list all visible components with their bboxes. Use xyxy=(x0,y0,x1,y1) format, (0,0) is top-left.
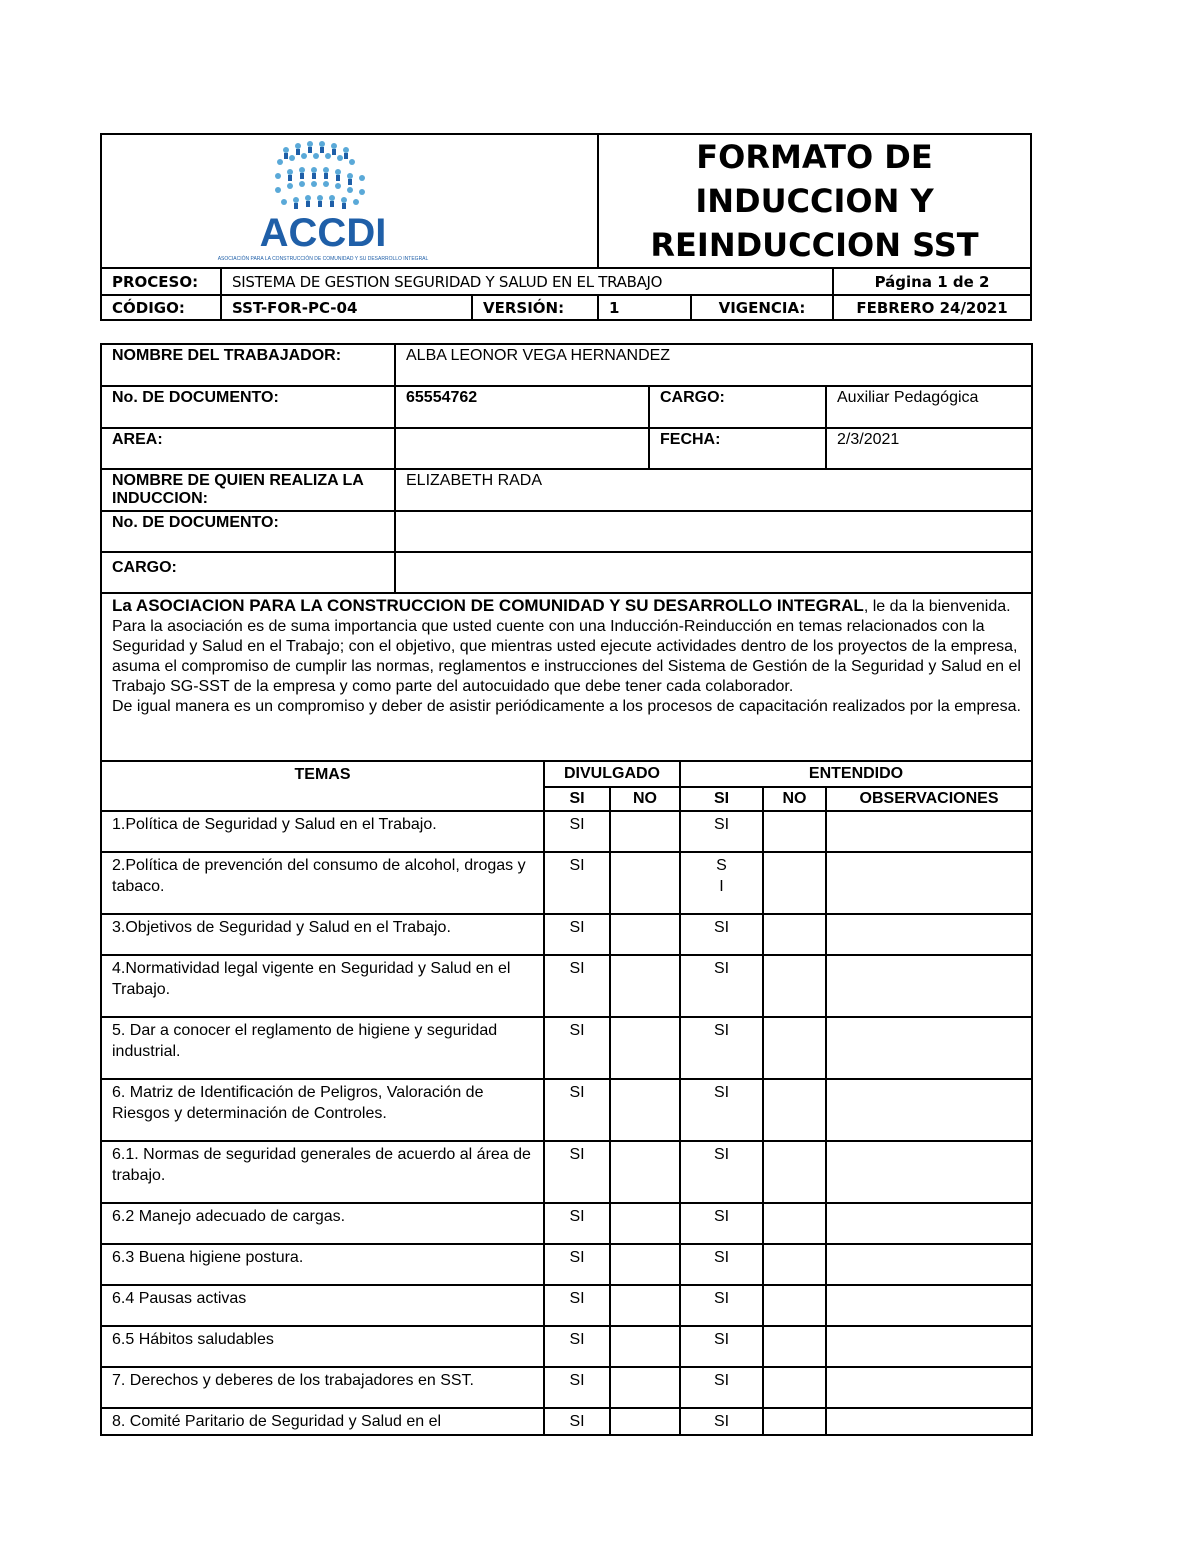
col-entendido: ENTENDIDO xyxy=(680,761,1032,787)
fecha-label: FECHA: xyxy=(649,428,826,469)
document-number-value[interactable]: 65554762 xyxy=(395,386,649,428)
inductor-name-label: NOMBRE DE QUIEN REALIZA LA INDUCCION: xyxy=(101,469,395,511)
topic-entendido-si[interactable]: SI xyxy=(680,955,763,1017)
topic-entendido-si[interactable]: SI xyxy=(680,1285,763,1326)
topic-tema: 7. Derechos y deberes de los trabajadores en SST. xyxy=(101,1367,544,1408)
worker-name-value[interactable]: ALBA LEONOR VEGA HERNANDEZ xyxy=(395,344,1032,386)
table-row xyxy=(101,1141,1032,1203)
topic-divulgado-no[interactable] xyxy=(610,914,680,955)
col-temas-spacer xyxy=(101,787,544,811)
topic-divulgado-si[interactable]: SI xyxy=(544,1367,610,1408)
welcome-paragraph-2: De igual manera es un compromiso y deber de asistir periódicamente a los procesos de capacitación realizados por la empresa. xyxy=(112,698,1021,715)
topic-observaciones[interactable] xyxy=(826,1203,1032,1244)
title-line-2: REINDUCCION SST xyxy=(650,226,979,264)
topic-divulgado-no[interactable] xyxy=(610,1079,680,1141)
topic-entendido-si[interactable]: SI xyxy=(680,1367,763,1408)
fecha-value[interactable]: 2/3/2021 xyxy=(826,428,1032,469)
topic-divulgado-no[interactable] xyxy=(610,1244,680,1285)
topic-observaciones[interactable] xyxy=(826,1244,1032,1285)
table-row xyxy=(101,1285,1032,1326)
topic-entendido-no[interactable] xyxy=(763,1408,826,1435)
topic-divulgado-si[interactable]: SI xyxy=(544,1141,610,1203)
cargo-value[interactable]: Auxiliar Pedagógica xyxy=(826,386,1032,428)
topic-entendido-no[interactable] xyxy=(763,1203,826,1244)
topic-entendido-no[interactable] xyxy=(763,852,826,914)
topic-entendido-si[interactable]: SI xyxy=(680,1408,763,1435)
topic-divulgado-no[interactable] xyxy=(610,811,680,852)
topic-entendido-no[interactable] xyxy=(763,1017,826,1079)
topic-divulgado-no[interactable] xyxy=(610,955,680,1017)
topic-tema: 6.5 Hábitos saludables xyxy=(101,1326,544,1367)
col-divulgado-no: NO xyxy=(610,787,680,811)
inductor-document-label: No. DE DOCUMENTO: xyxy=(101,511,395,552)
topic-divulgado-no[interactable] xyxy=(610,1141,680,1203)
topic-divulgado-si[interactable]: SI xyxy=(544,1285,610,1326)
document-header xyxy=(100,133,1032,321)
topic-divulgado-si[interactable]: SI xyxy=(544,1079,610,1141)
topic-divulgado-si[interactable]: SI xyxy=(544,1326,610,1367)
worker-info-table xyxy=(100,343,1033,762)
topic-divulgado-no[interactable] xyxy=(610,1326,680,1367)
topic-entendido-no[interactable] xyxy=(763,955,826,1017)
document-number-label: No. DE DOCUMENTO: xyxy=(101,386,395,428)
topic-entendido-no[interactable] xyxy=(763,1367,826,1408)
topic-entendido-si[interactable]: SI xyxy=(680,1141,763,1203)
topic-entendido-si[interactable]: SI xyxy=(680,1203,763,1244)
topic-tema: 8. Comité Paritario de Seguridad y Salud en el xyxy=(101,1408,544,1435)
topic-observaciones[interactable] xyxy=(826,852,1032,914)
topic-divulgado-no[interactable] xyxy=(610,852,680,914)
topic-divulgado-si[interactable]: SI xyxy=(544,955,610,1017)
topic-divulgado-si[interactable]: SI xyxy=(544,1017,610,1079)
inductor-document-value[interactable] xyxy=(395,511,1032,552)
topic-observaciones[interactable] xyxy=(826,1367,1032,1408)
page-number: Página 1 de 2 xyxy=(833,268,1031,295)
topic-tema: 6.4 Pausas activas xyxy=(101,1285,544,1326)
topic-tema: 6. Matriz de Identificación de Peligros, Valoración de Riesgos y determinación de Controles. xyxy=(101,1079,544,1141)
logo-text: ACCDI xyxy=(259,211,387,255)
inductor-name-value[interactable]: ELIZABETH RADA xyxy=(395,469,1032,511)
topic-divulgado-si[interactable]: SI xyxy=(544,1203,610,1244)
area-label: AREA: xyxy=(101,428,395,469)
topic-divulgado-no[interactable] xyxy=(610,1367,680,1408)
topic-entendido-si[interactable]: SI xyxy=(680,1244,763,1285)
codigo-label: CÓDIGO: xyxy=(101,295,221,320)
document-title xyxy=(598,134,1031,268)
table-row xyxy=(101,1203,1032,1244)
people-globe-icon xyxy=(217,136,429,266)
topic-divulgado-no[interactable] xyxy=(610,1408,680,1435)
topic-entendido-no[interactable] xyxy=(763,1079,826,1141)
topic-divulgado-si[interactable]: SI xyxy=(544,852,610,914)
topic-divulgado-si[interactable]: SI xyxy=(544,914,610,955)
version-label: VERSIÓN: xyxy=(472,295,598,320)
topic-entendido-si[interactable]: SI xyxy=(680,1017,763,1079)
topics-table xyxy=(100,760,1033,1436)
table-row xyxy=(101,1079,1032,1141)
table-row xyxy=(101,811,1032,852)
topic-divulgado-no[interactable] xyxy=(610,1017,680,1079)
table-row xyxy=(101,1244,1032,1285)
table-row xyxy=(101,955,1032,1017)
topic-tema: 3.Objetivos de Seguridad y Salud en el Trabajo. xyxy=(101,914,544,955)
topic-observaciones[interactable] xyxy=(826,1285,1032,1326)
table-row xyxy=(101,1367,1032,1408)
col-entendido-no: NO xyxy=(763,787,826,811)
topic-entendido-si[interactable]: SI xyxy=(680,914,763,955)
topic-entendido-no[interactable] xyxy=(763,811,826,852)
area-value[interactable] xyxy=(395,428,649,469)
topic-entendido-no[interactable] xyxy=(763,1244,826,1285)
topic-entendido-no[interactable] xyxy=(763,1326,826,1367)
topic-divulgado-si[interactable]: SI xyxy=(544,1244,610,1285)
inductor-cargo-label: CARGO: xyxy=(101,552,395,593)
table-row xyxy=(101,852,1032,914)
topic-observaciones[interactable] xyxy=(826,1408,1032,1435)
topic-entendido-no[interactable] xyxy=(763,1141,826,1203)
col-divulgado: DIVULGADO xyxy=(544,761,680,787)
topic-entendido-si[interactable]: SI xyxy=(680,1079,763,1141)
topic-tema: 5. Dar a conocer el reglamento de higiene y seguridad industrial. xyxy=(101,1017,544,1079)
topic-tema: 6.3 Buena higiene postura. xyxy=(101,1244,544,1285)
topic-divulgado-no[interactable] xyxy=(610,1285,680,1326)
vigencia-label: VIGENCIA: xyxy=(691,295,833,320)
table-row xyxy=(101,1408,1032,1435)
topic-divulgado-si[interactable]: SI xyxy=(544,811,610,852)
proceso-label: PROCESO: xyxy=(101,268,221,295)
topic-entendido-si[interactable]: SI xyxy=(680,811,763,852)
col-divulgado-si: SI xyxy=(544,787,610,811)
topic-tema: 1.Política de Seguridad y Salud en el Trabajo. xyxy=(101,811,544,852)
table-row xyxy=(101,1326,1032,1367)
topic-divulgado-no[interactable] xyxy=(610,1203,680,1244)
topic-tema: 2.Política de prevención del consumo de alcohol, drogas y tabaco. xyxy=(101,852,544,914)
inductor-cargo-value[interactable] xyxy=(395,552,1032,593)
topic-observaciones[interactable] xyxy=(826,914,1032,955)
logo-subtitle: ASOCIACIÓN PARA LA CONSTRUCCIÓN DE COMUNIDAD Y SU DESARROLLO INTEGRAL xyxy=(217,256,429,262)
topic-observaciones[interactable] xyxy=(826,955,1032,1017)
table-row xyxy=(101,914,1032,955)
version-value: 1 xyxy=(598,295,691,320)
topic-observaciones[interactable] xyxy=(826,1326,1032,1367)
topic-tema: 6.2 Manejo adecuado de cargas. xyxy=(101,1203,544,1244)
table-row xyxy=(101,1017,1032,1079)
worker-name-label: NOMBRE DEL TRABAJADOR: xyxy=(101,344,395,386)
topic-entendido-no[interactable] xyxy=(763,1285,826,1326)
topic-tema: 4.Normatividad legal vigente en Seguridad y Salud en el Trabajo. xyxy=(101,955,544,1017)
topic-rows xyxy=(101,811,1032,1435)
topic-divulgado-si[interactable]: SI xyxy=(544,1408,610,1435)
vigencia-value: FEBRERO 24/2021 xyxy=(833,295,1031,320)
topic-observaciones[interactable] xyxy=(826,811,1032,852)
col-entendido-si: SI xyxy=(680,787,763,811)
topic-observaciones[interactable] xyxy=(826,1079,1032,1141)
title-line-1: FORMATO DE INDUCCION Y xyxy=(695,138,934,220)
col-temas: TEMAS xyxy=(101,761,544,787)
organization-name: La ASOCIACION PARA LA CONSTRUCCION DE COMUNIDAD Y SU DESARROLLO INTEGRAL xyxy=(112,596,864,615)
accdi-logo xyxy=(217,136,429,266)
welcome-text xyxy=(101,593,1032,761)
topic-observaciones[interactable] xyxy=(826,1017,1032,1079)
welcome-paragraph-1: , le da la bienvenida. Para la asociación es de suma importancia que usted cuente con una Inducción-Reinducción en temas relacionados con la Seguridad y Salud en el Trabajo; con el objetivo, que mientras usted ejecute actividades dentro de los proyectos de la empresa, asuma el compromiso de cumplir las normas, reglamentos e instrucciones del Sistema de Gestión de la Seguridad y Salud en el Trabajo SG-SST de la empresa y como parte del autocuidado que debe tener cada colaborador. xyxy=(112,598,1021,695)
col-observaciones: OBSERVACIONES xyxy=(826,787,1032,811)
topic-tema: 6.1. Normas de seguridad generales de acuerdo al área de trabajo. xyxy=(101,1141,544,1203)
proceso-value: SISTEMA DE GESTION SEGURIDAD Y SALUD EN EL TRABAJO xyxy=(221,268,833,295)
topic-entendido-si[interactable]: S I xyxy=(680,852,763,914)
topic-entendido-no[interactable] xyxy=(763,914,826,955)
topic-observaciones[interactable] xyxy=(826,1141,1032,1203)
cargo-label: CARGO: xyxy=(649,386,826,428)
topic-entendido-si[interactable]: SI xyxy=(680,1326,763,1367)
codigo-value: SST-FOR-PC-04 xyxy=(221,295,472,320)
